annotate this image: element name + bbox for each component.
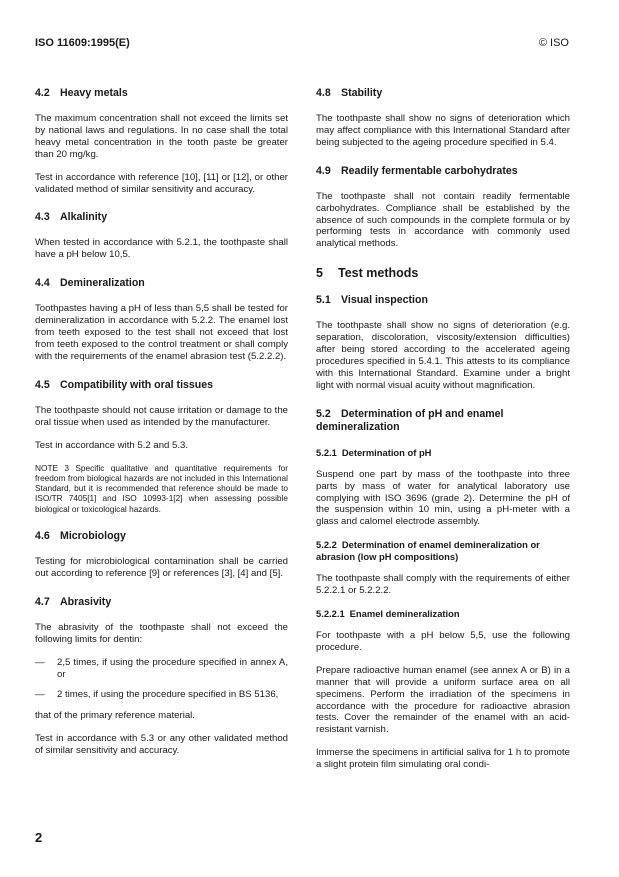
- section-number: 5.1: [316, 294, 331, 307]
- section-heading: [316, 165, 570, 178]
- paragraph: The abrasivity of the toothpaste shall not exceed the following limits for dentin:: [35, 621, 288, 645]
- section-4-4: [35, 277, 288, 363]
- section-title: Heavy metals: [60, 87, 128, 99]
- paragraph: The maximum concentration shall not exceed the limits set by national laws and regulations. In no case shall the total heavy metal concentration in the tooth paste be greater than 20 mg/kg.: [35, 113, 288, 160]
- section-number: 4.2: [35, 87, 50, 99]
- section-heading: [316, 294, 570, 307]
- dash-marker: —: [35, 656, 45, 668]
- subsection-heading: [316, 539, 570, 563]
- note-3: NOTE 3 Specific qualitative and quantitative requirements for freedom from biological hazards are not included in this International Standard, but it is recommended that reference should be made to ISO/TR 7405[1] and ISO 10993-1[2] when assessing possible biological or toxicological hazards.: [35, 462, 288, 514]
- document-id: ISO 11609:1995(E): [35, 37, 130, 49]
- clause-number: 5: [316, 266, 323, 281]
- paragraph: Prepare radioactive human enamel (see annex A or B) in a manner that will provide a uniform surface area on all specimens. Perform the irradiation of the specimens in accordance with the procedure for radioactive abrasion tests. Cover the remainder of the enamel with an acid-resistant varnish.: [316, 664, 570, 736]
- subsection-heading: [316, 608, 570, 620]
- paragraph: The toothpaste should not cause irritation or damage to the oral tissue when used as intended by the manufacturer.: [35, 404, 288, 428]
- dash-marker: —: [35, 689, 45, 701]
- section-5-1: [316, 294, 570, 391]
- section-4-7: [35, 596, 288, 757]
- section-title: Compatibility with oral tissues: [60, 378, 214, 391]
- section-number: 4.7: [35, 595, 50, 608]
- list-item-text: 2 times, if using the procedure specified in BS 5136,: [57, 689, 279, 701]
- paragraph: When tested in accordance with 5.2.1, the toothpaste shall have a pH below 10,5.: [35, 237, 288, 261]
- list-item-text: 2,5 times, if using the procedure specified in annex A, or: [57, 656, 288, 680]
- subsection-number: 5.2.2.1: [316, 608, 345, 620]
- paragraph: Suspend one part by mass of the toothpaste into three parts by mass of water for analytical laboratory use complying with ISO 3696 (grade 2). Determine the pH of the suspension within 10 min, using a pH-meter with a glass and calomel electrode assembly.: [316, 468, 570, 528]
- section-title: Visual inspection: [341, 294, 428, 307]
- section-number: 5.2: [316, 407, 331, 420]
- paragraph: Toothpastes having a pH of less than 5,5 shall be tested for demineralization in accordance with 5.2.2. The enamel lost from teeth exposed to the test shall not exceed that lost from teeth exposed to the control treatment or shall comply with the requirements of the enamel abrasion test (5.2.2.2).: [35, 303, 288, 362]
- right-column: [316, 87, 570, 782]
- section-number: 4.3: [35, 211, 50, 224]
- section-number: 4.5: [35, 378, 50, 391]
- paragraph: The toothpaste shall not contain readily fermentable carbohydrates. Compliance shall be established by the absence of such compounds in the complete formula or by performing tests in accordance with commonly used analytical methods.: [316, 190, 570, 250]
- paragraph: The toothpaste shall show no signs of deterioration which may affect compliance with this International Standard after being subjected to the ageing procedure specified in 5.4.: [316, 113, 570, 148]
- section-4-2: [35, 87, 288, 195]
- clause-heading-5: [316, 266, 570, 281]
- subsection-number: 5.2.2: [316, 539, 337, 551]
- section-title: Microbiology: [60, 529, 126, 542]
- copyright-mark: © ISO: [538, 37, 569, 49]
- section-4-6: [35, 530, 288, 580]
- paragraph: Test in accordance with reference [10], [11] or [12], or other validated method of similar sensitivity and accuracy.: [35, 171, 288, 195]
- subsection-title: Determination of pH: [341, 446, 432, 458]
- list-item: [35, 657, 288, 681]
- section-number: 4.4: [35, 277, 50, 290]
- paragraph: Testing for microbiological contamination shall be carried out according to reference [9] or references [3], [4] and [5].: [35, 555, 288, 579]
- section-heading: [35, 530, 288, 543]
- page-number: 2: [35, 830, 43, 845]
- paragraph: Test in accordance with 5.2 and 5.3.: [35, 439, 189, 451]
- paragraph: The toothpaste shall comply with the requirements of either 5.2.2.1 or 5.2.2.2.: [316, 573, 570, 597]
- section-heading: [35, 277, 288, 290]
- section-4-5: [35, 379, 288, 514]
- clause-title: Test methods: [338, 266, 419, 281]
- section-number: 4.8: [316, 87, 331, 99]
- section-title: Stability: [341, 87, 383, 99]
- section-title: Alkalinity: [60, 211, 108, 224]
- subsection-title: Enamel demineralization: [349, 608, 460, 620]
- section-5-2-heading: [316, 408, 570, 434]
- paragraph: Test in accordance with 5.3 or any other validated method of similar sensitivity and accuracy.: [35, 733, 288, 757]
- subsection-heading: [316, 447, 570, 459]
- section-title: Determination of pH and enamel demineralization: [316, 407, 504, 433]
- section-number: 4.9: [316, 164, 331, 177]
- section-heading: [35, 379, 288, 392]
- paragraph: Immerse the specimens in artificial saliva for 1 h to promote a slight protein film simulating oral condi-: [316, 747, 570, 771]
- section-heading: [35, 87, 288, 100]
- paragraph: For toothpaste with a pH below 5,5, use the following procedure.: [316, 630, 570, 653]
- subsection-number: 5.2.1: [316, 446, 337, 458]
- section-4-3: [35, 211, 288, 261]
- left-column: [35, 87, 288, 773]
- section-title: Readily fermentable carbohydrates: [341, 164, 518, 177]
- paragraph: that of the primary reference material.: [35, 710, 195, 722]
- section-4-8: [316, 87, 570, 149]
- section-heading: [316, 87, 570, 100]
- section-heading: [35, 596, 288, 609]
- section-title: Abrasivity: [60, 595, 112, 608]
- section-title: Demineralization: [60, 277, 145, 290]
- section-number: 4.6: [35, 529, 50, 542]
- paragraph: The toothpaste shall show no signs of deterioration (e.g. separation, discoloration, viscosity/extension difficulties) after being stored according to the accelerated ageing procedures specified in 5.4.1. This attests to its compliance with this International Standard. Examine under a bright light with normal visual acuity without magnification.: [316, 320, 570, 391]
- section-heading: [35, 211, 288, 224]
- subsection-title: Determination of enamel demineralization or abrasion (low pH compositions): [316, 539, 540, 563]
- section-4-9: [316, 165, 570, 251]
- list-item: [35, 689, 288, 701]
